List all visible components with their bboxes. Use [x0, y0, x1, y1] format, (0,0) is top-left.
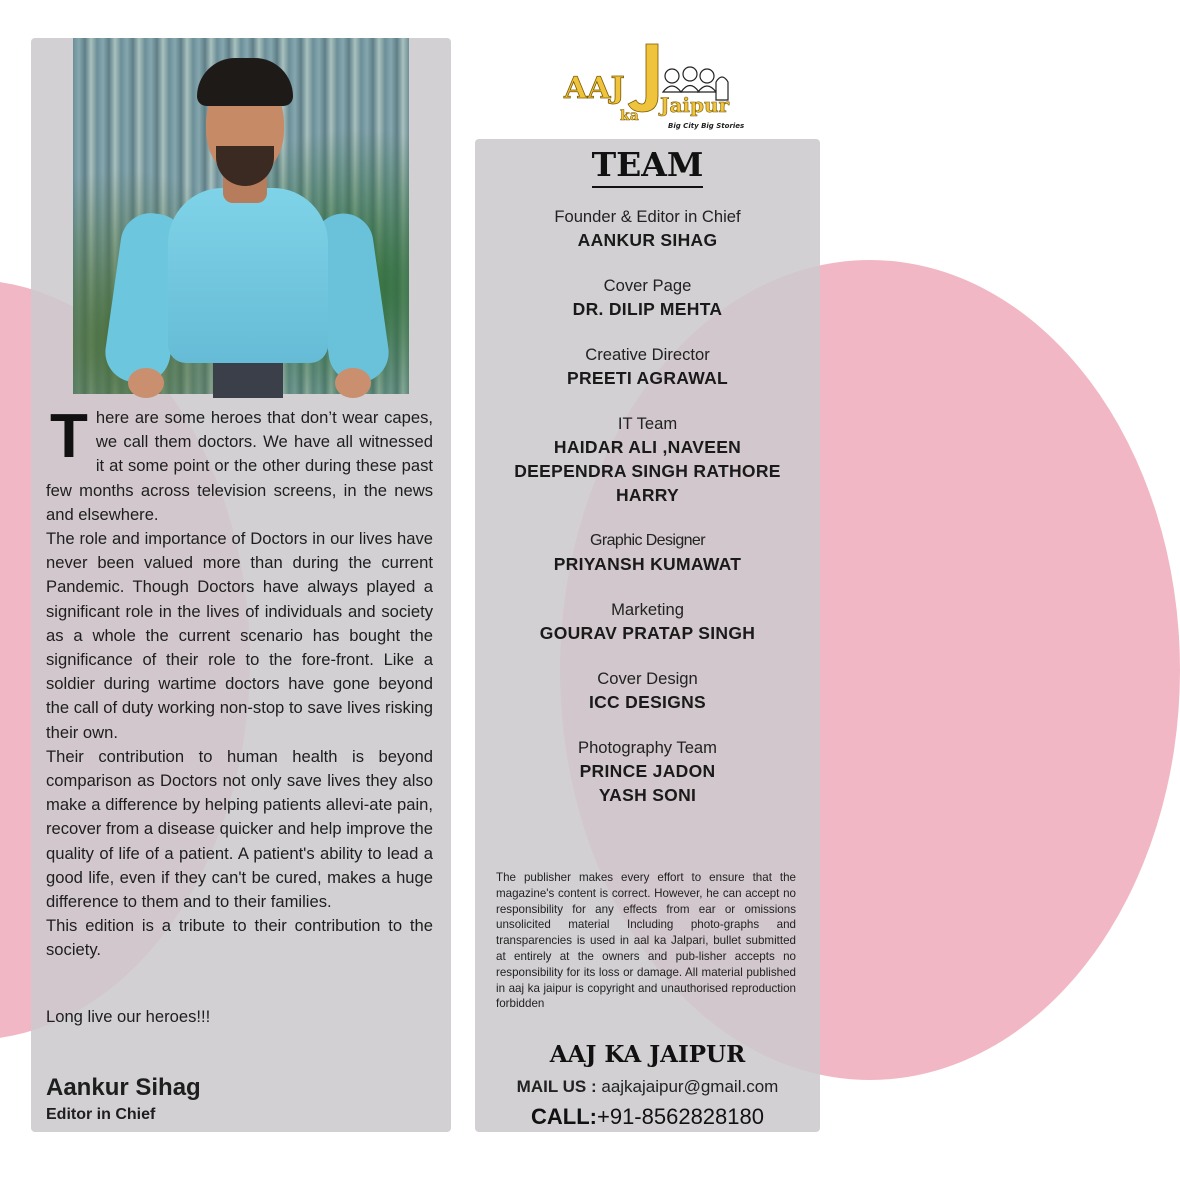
drop-cap: T	[50, 402, 88, 471]
svg-text:ka: ka	[620, 108, 639, 124]
team-member: HARRY	[615, 485, 680, 505]
publisher-disclaimer: The publisher makes every effort to ensure that the magazine's content is correct. However, he can accept no responsibility for any effects from ear or omissions unsolicited material Including photo-graphs and transparencies is used in aal ka Jalpari, bullet submitted at entirely at the owners and pub-lisher accepts no responsibility for its loss or damage. All material published in aaj ka jaipur is copyright and unauthorised reproduction forbidden	[496, 871, 796, 1011]
aaj-ka-jaipur-logo	[560, 40, 745, 132]
call-line	[475, 1104, 820, 1130]
team-role: Graphic Designer	[590, 532, 705, 549]
signature-name: Aankur Sihag	[46, 1074, 201, 1101]
team-role: Photography Team	[578, 738, 717, 757]
paragraph-1: There are some heroes that don’t wear capes, we call them doctors. We have all witnessed it at some point or the other during these past few months across television screens, in the news and elsewhere.	[46, 402, 433, 524]
brand-name: AAJ KA JAIPUR	[549, 1041, 746, 1068]
svg-text:Jaipur: Jaipur	[660, 93, 730, 117]
mail-line	[475, 1077, 820, 1097]
team-member: YASH SONI	[598, 785, 697, 805]
editorial-text	[46, 402, 433, 963]
team-role: Marketing	[611, 600, 684, 619]
team-group-it	[475, 413, 820, 507]
team-group-graphic-designer	[475, 530, 820, 576]
svg-text:Big City Big Stories: Big City Big Stories	[668, 122, 745, 130]
phone-number[interactable]: +91-8562828180	[596, 1104, 764, 1129]
team-role: Cover Design	[597, 669, 698, 688]
call-label: CALL:	[531, 1104, 597, 1129]
team-member: AANKUR SIHAG	[577, 230, 718, 250]
paragraph-2: The role and importance of Doctors in our lives have never been valued more than during the current Pandemic. Though Doctors have always played a significant role in the lives of individuals and society as a whole the current scenario has bought the significance of their role to the fore-front. Like a soldier during wartime doctors have gone beyond the call of duty working non-stop to save lives risking their own.	[46, 529, 433, 742]
team-member: GOURAV PRATAP SINGH	[539, 623, 756, 643]
mail-label: MAIL US :	[516, 1077, 597, 1096]
team-member: PRIYANSH KUMAWAT	[553, 554, 742, 574]
paragraph-4: This edition is a tribute to their contribution to the society.	[46, 916, 433, 960]
team-member: PREETI AGRAWAL	[566, 368, 729, 388]
team-heading: TEAM	[475, 145, 820, 184]
team-group-creative-director	[475, 344, 820, 390]
team-member: HAIDAR ALI ,NAVEEN	[553, 437, 742, 457]
team-member: DR. DILIP MEHTA	[572, 299, 723, 319]
team-role: IT Team	[617, 414, 678, 433]
team-group-marketing	[475, 599, 820, 645]
team-role: Cover Page	[603, 276, 692, 295]
team-role: Creative Director	[585, 345, 710, 364]
team-member: ICC DESIGNS	[588, 692, 707, 712]
team-role: Founder & Editor in Chief	[554, 207, 741, 226]
team-group-photography	[475, 737, 820, 807]
team-member: DEEPENDRA SINGH RATHORE	[514, 461, 781, 481]
mail-address[interactable]: aajkajaipur@gmail.com	[601, 1077, 779, 1096]
team-list	[475, 206, 820, 830]
paragraph-3: Their contribution to human health is beyond comparison as Doctors not only save lives they also make a difference by helping patients allevi-ate pain, recover from a disease quicker and help improve the quality of life of a patient. A patient's ability to lead a good life, even if they can't be cured, makes a huge difference to them and to their families.	[46, 746, 433, 912]
team-member: PRINCE JADON	[579, 761, 716, 781]
editor-photo	[73, 38, 409, 394]
signature-role: Editor in Chief	[46, 1106, 156, 1123]
team-group-cover-design	[475, 668, 820, 714]
svg-text:AAJ: AAJ	[564, 71, 625, 106]
team-group-founder	[475, 206, 820, 252]
signoff-text: Long live our heroes!!!	[46, 1007, 211, 1026]
team-group-cover-page	[475, 275, 820, 321]
